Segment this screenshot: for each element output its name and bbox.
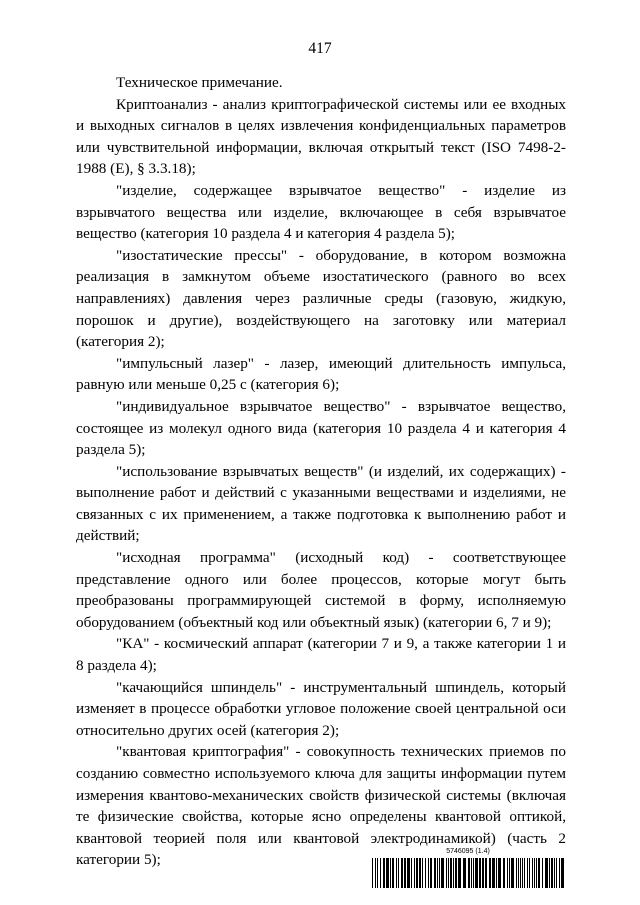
document-body: [76, 72, 566, 871]
page-number: 417: [308, 40, 332, 57]
paragraph: "изделие, содержащее взрывчатое вещество" - изделие из взрывчатого вещества или изделие, включающее в себя взрывчатое вещество (категория 10 раздела 4 и категория 4 раздела 5);: [76, 181, 566, 243]
paragraph: "исходная программа" (исходный код) - соответствующее представление одного или более процессов, которые могут быть преобразованы программирующей системой в форму, исполняемую оборудованием (объектный код или объектный язык) (категории 6, 7 и 9);: [76, 549, 566, 631]
paragraph: "квантовая криптография" - совокупность технических приемов по созданию совместно используемого ключа для защиты информации путем измерения квантово-механических свойств физической системы (включая те физические свойства, которые ясно определены квантовой оптикой, квантовой теорией поля или квантовой электродинамикой) (часть 2 категории 5);: [76, 743, 566, 869]
paragraph: "импульсный лазер" - лазер, имеющий длительность импульса, равную или меньше 0,25 с (категория 6);: [76, 354, 566, 394]
paragraph: "изостатические прессы" - оборудование, в котором возможна реализация в замкнутом объеме изостатического (равного во всех направлениях) давления через различные среды (газовую, жидкую, порошок и другие), воздействующего на заготовку или материал (категория 2);: [76, 246, 566, 351]
paragraph: Криптоанализ - анализ криптографической системы или ее входных и выходных сигналов в целях извлечения конфиденциальных параметров или чувствительной информации, включая открытый текст (ISO 7498-2-1988 (E), § 3.3.18);: [76, 95, 566, 178]
paragraph: "использование взрывчатых веществ" (и изделий, их содержащих) - выполнение работ и действий с указанными веществами и изделиями, не связанных с их применением, а также подготовка к выполнению работ и действий;: [76, 462, 566, 545]
paragraph: "КА" - космический аппарат (категории 7 и 9, а также категории 1 и 8 раздела 4);: [76, 635, 566, 675]
paragraph: Техническое примечание.: [116, 74, 283, 91]
barcode-caption: 5746095 (1.4): [446, 848, 490, 855]
paragraph: "качающийся шпиндель" - инструментальный шпиндель, который изменяет в процессе обработки угловое положение своей центральной оси относительно других осей (категория 2);: [76, 678, 566, 739]
barcode-block: [372, 848, 564, 888]
barcode-icon: [372, 858, 564, 888]
paragraph: "индивидуальное взрывчатое вещество" - взрывчатое вещество, состоящее из молекул одного вида (категория 10 раздела 4 и категория 4 раздела 5);: [76, 397, 566, 459]
